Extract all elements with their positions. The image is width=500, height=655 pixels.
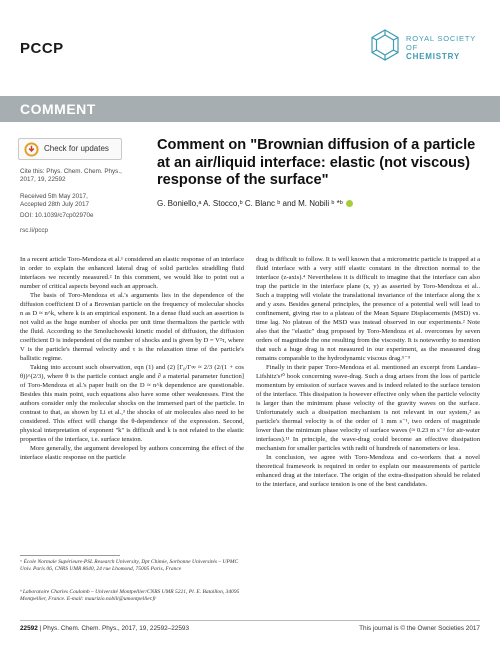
footer-copyright: This journal is © the Owner Societies 2017 — [359, 625, 480, 632]
paragraph: More generally, the argument developed by authors concerning the effect of the interface elastic response on the particle — [20, 445, 244, 461]
article-title: Comment on "Brownian diffusion of a particle at an air/liquid interface: elastic (not viscous) response of the surface" — [157, 137, 476, 188]
citation-line-2: 2017, 19, 22592 — [20, 176, 66, 183]
logo-line-3: CHEMISTRY — [406, 52, 461, 61]
logo-line-2: OF — [406, 43, 419, 52]
footer-journal-citation: Phys. Chem. Chem. Phys., 2017, 19, 22592–22593 — [43, 625, 190, 632]
paragraph: In a recent article Toro-Mendoza et al.¹ considered an elastic response of an interface in order to explain the enhanced lateral drag of solid particles straddling fluid interfaces we recently measured.² In this comment, we would like to point out a number of critical aspects beyond such an approach. — [20, 256, 245, 290]
paragraph: In conclusion, we agree with Toro-Mendoza and co-workers that a novel theoretical framework is required in order to explain our measurements of particle enhanced drag at the interface. The origin of the extra-dissipation should be related to the interface, and surface tension is one of the best candidates. — [256, 454, 480, 488]
rsc-logo — [368, 26, 480, 68]
paragraph: Finally in their paper Toro-Mendoza et al. mentioned an excerpt from Landau–Lifshitz's¹⁰ book concerning wave-drag. Such a drag arises from the loss of particle momentum by emission of surface waves and is indeed related to the surface tension of the interface. This dissipation is however effective only when the particle velocity is larger than the minimum phase velocity of the gravity waves on the surface. Unfortunately such a dissipation mechanism is not relevant in our system,² as particle's thermal velocity is of the order of 1 mm s⁻¹, two orders of magnitude lower than the minimum phase velocity of surface waves (≈ 0.23 m s⁻¹ for air-water interfaces).¹¹ In principle, the wave-drag could become an effective dissipation mechanism for smaller particles with radii of hundreds of nanometers or less. — [256, 364, 480, 452]
author-list — [157, 199, 487, 208]
check-for-updates-button[interactable] — [18, 138, 122, 160]
paragraph: The basis of Toro-Mendoza et al.'s arguments lies in the dependence of the diffusion coefficient D of a Brownian particle on the frequency of molecular shocks n as D ≈ n^k, where k is an empirical exponent. In a dense fluid such an assertion is not valid as the huge number of shocks per unit time thermalizes the particle with the fluid. According to the Smoluchowski kinetic model of diffusion, the diffusion coefficient D is independent of the number of shocks and is given by D = V²τ, where V is the particle's thermal velocity and τ is the relaxation time of the particle's ballistic regime. — [20, 292, 244, 362]
section-label: COMMENT — [20, 101, 96, 117]
rsc-emblem-icon — [368, 28, 402, 62]
right-column — [256, 255, 480, 489]
paragraph: drag is difficult to follow. It is well known that a micrometric particle is trapped at a fluid interface with a very stiff elastic constant in the direction normal to the interface (z-axis).⁴ Nevertheless it is difficult to imagine that the interface can also trap the particle in the interface plane (x, y) as asserted by Toro-Mendoza et al.. Such a trapping will violate the translational invariance of the interface along the x and y axes. Besides general principles, the presence of a potential well will lead to confinement, giving rise to a plateau of the Mean Square Displacements (MSD) vs. time lag. No plateau of the MSD was instead observed in our experiments.² Note also that the "elastic" drag proposed by Toro-Mendoza et al. overcomes by seven orders of magnitude the one resulting from the viscosity. It is noteworthy to mention that such a huge drag is not measured in our experiment, as the measured drag remains comparable to the hydrodynamic viscous drag.⁵⁻⁹ — [256, 256, 480, 362]
footnote-affiliation-a: ᵃ École Normale Supérieure-PSL Research University, Dpt Chimie, Sorbonne Universités – UPMC Univ. Paris 06, CNRS UMR 8640, 24 rue Lhomond, 75005 Paris, France — [20, 559, 239, 573]
received-date: Received 5th May 2017, — [20, 193, 88, 200]
update-check-icon — [24, 142, 39, 157]
footer-divider — [20, 620, 480, 621]
logo-line-1: ROYAL SOCIETY — [406, 34, 476, 43]
journal-name: PCCP — [20, 40, 64, 57]
footnote-affiliation-b: ᵇ Laboratoire Charles Coulomb – Université Montpellier/CNRS UMR 5221, Pl. E. Bataillon, 34095 Montpellier, France. E-mail: maurizio.nobili@umontpellier.fr — [20, 589, 240, 603]
citation-line-1: Cite this: Phys. Chem. Chem. Phys., — [20, 168, 122, 175]
authors-text: G. Boniello,ᵃ A. Stocco,ᵇ C. Blanc ᵇ and M. Nobili ᵇ *ᵇ — [157, 199, 343, 208]
orcid-icon[interactable] — [346, 200, 353, 207]
paragraph: Taking into account such observation, eqn (1) and (2) [Γ₀/Γ∞ ≈ 2/3 (2/(1 + cos θ))^(2/3), where θ is the particle contact angle and ∂ a material parameter function] of Toro-Mendoza et al.'s paper built on the D ≈ n^k dependence are questionable. Besides this main point, such equations also have some other weaknesses. First the authors consider only the molecular shocks on the immersed part of the particle. In contrast to that, as shown by Li et al.,³ the shocks of air molecules also need to be considered. This effect will change the θ-dependence of the expression. Second, physical interpretation of exponent "k" is difficult and k is not related to the elastic properties of the interface, i.e. surface tension. — [20, 364, 244, 443]
footnote-divider — [20, 555, 120, 556]
accepted-date: Accepted 28th July 2017 — [20, 201, 89, 208]
page-number: 22592 — [20, 625, 38, 632]
journal-site-link[interactable]: rsc.li/pccp — [20, 227, 48, 234]
check-for-updates-label: Check for updates — [44, 144, 109, 153]
doi[interactable]: DOI: 10.1039/c7cp02970e — [20, 212, 94, 219]
left-column — [20, 255, 244, 462]
section-banner — [0, 96, 500, 122]
footer-citation: 22592 | Phys. Chem. Chem. Phys., 2017, 19, 22592–22593 — [20, 625, 190, 632]
